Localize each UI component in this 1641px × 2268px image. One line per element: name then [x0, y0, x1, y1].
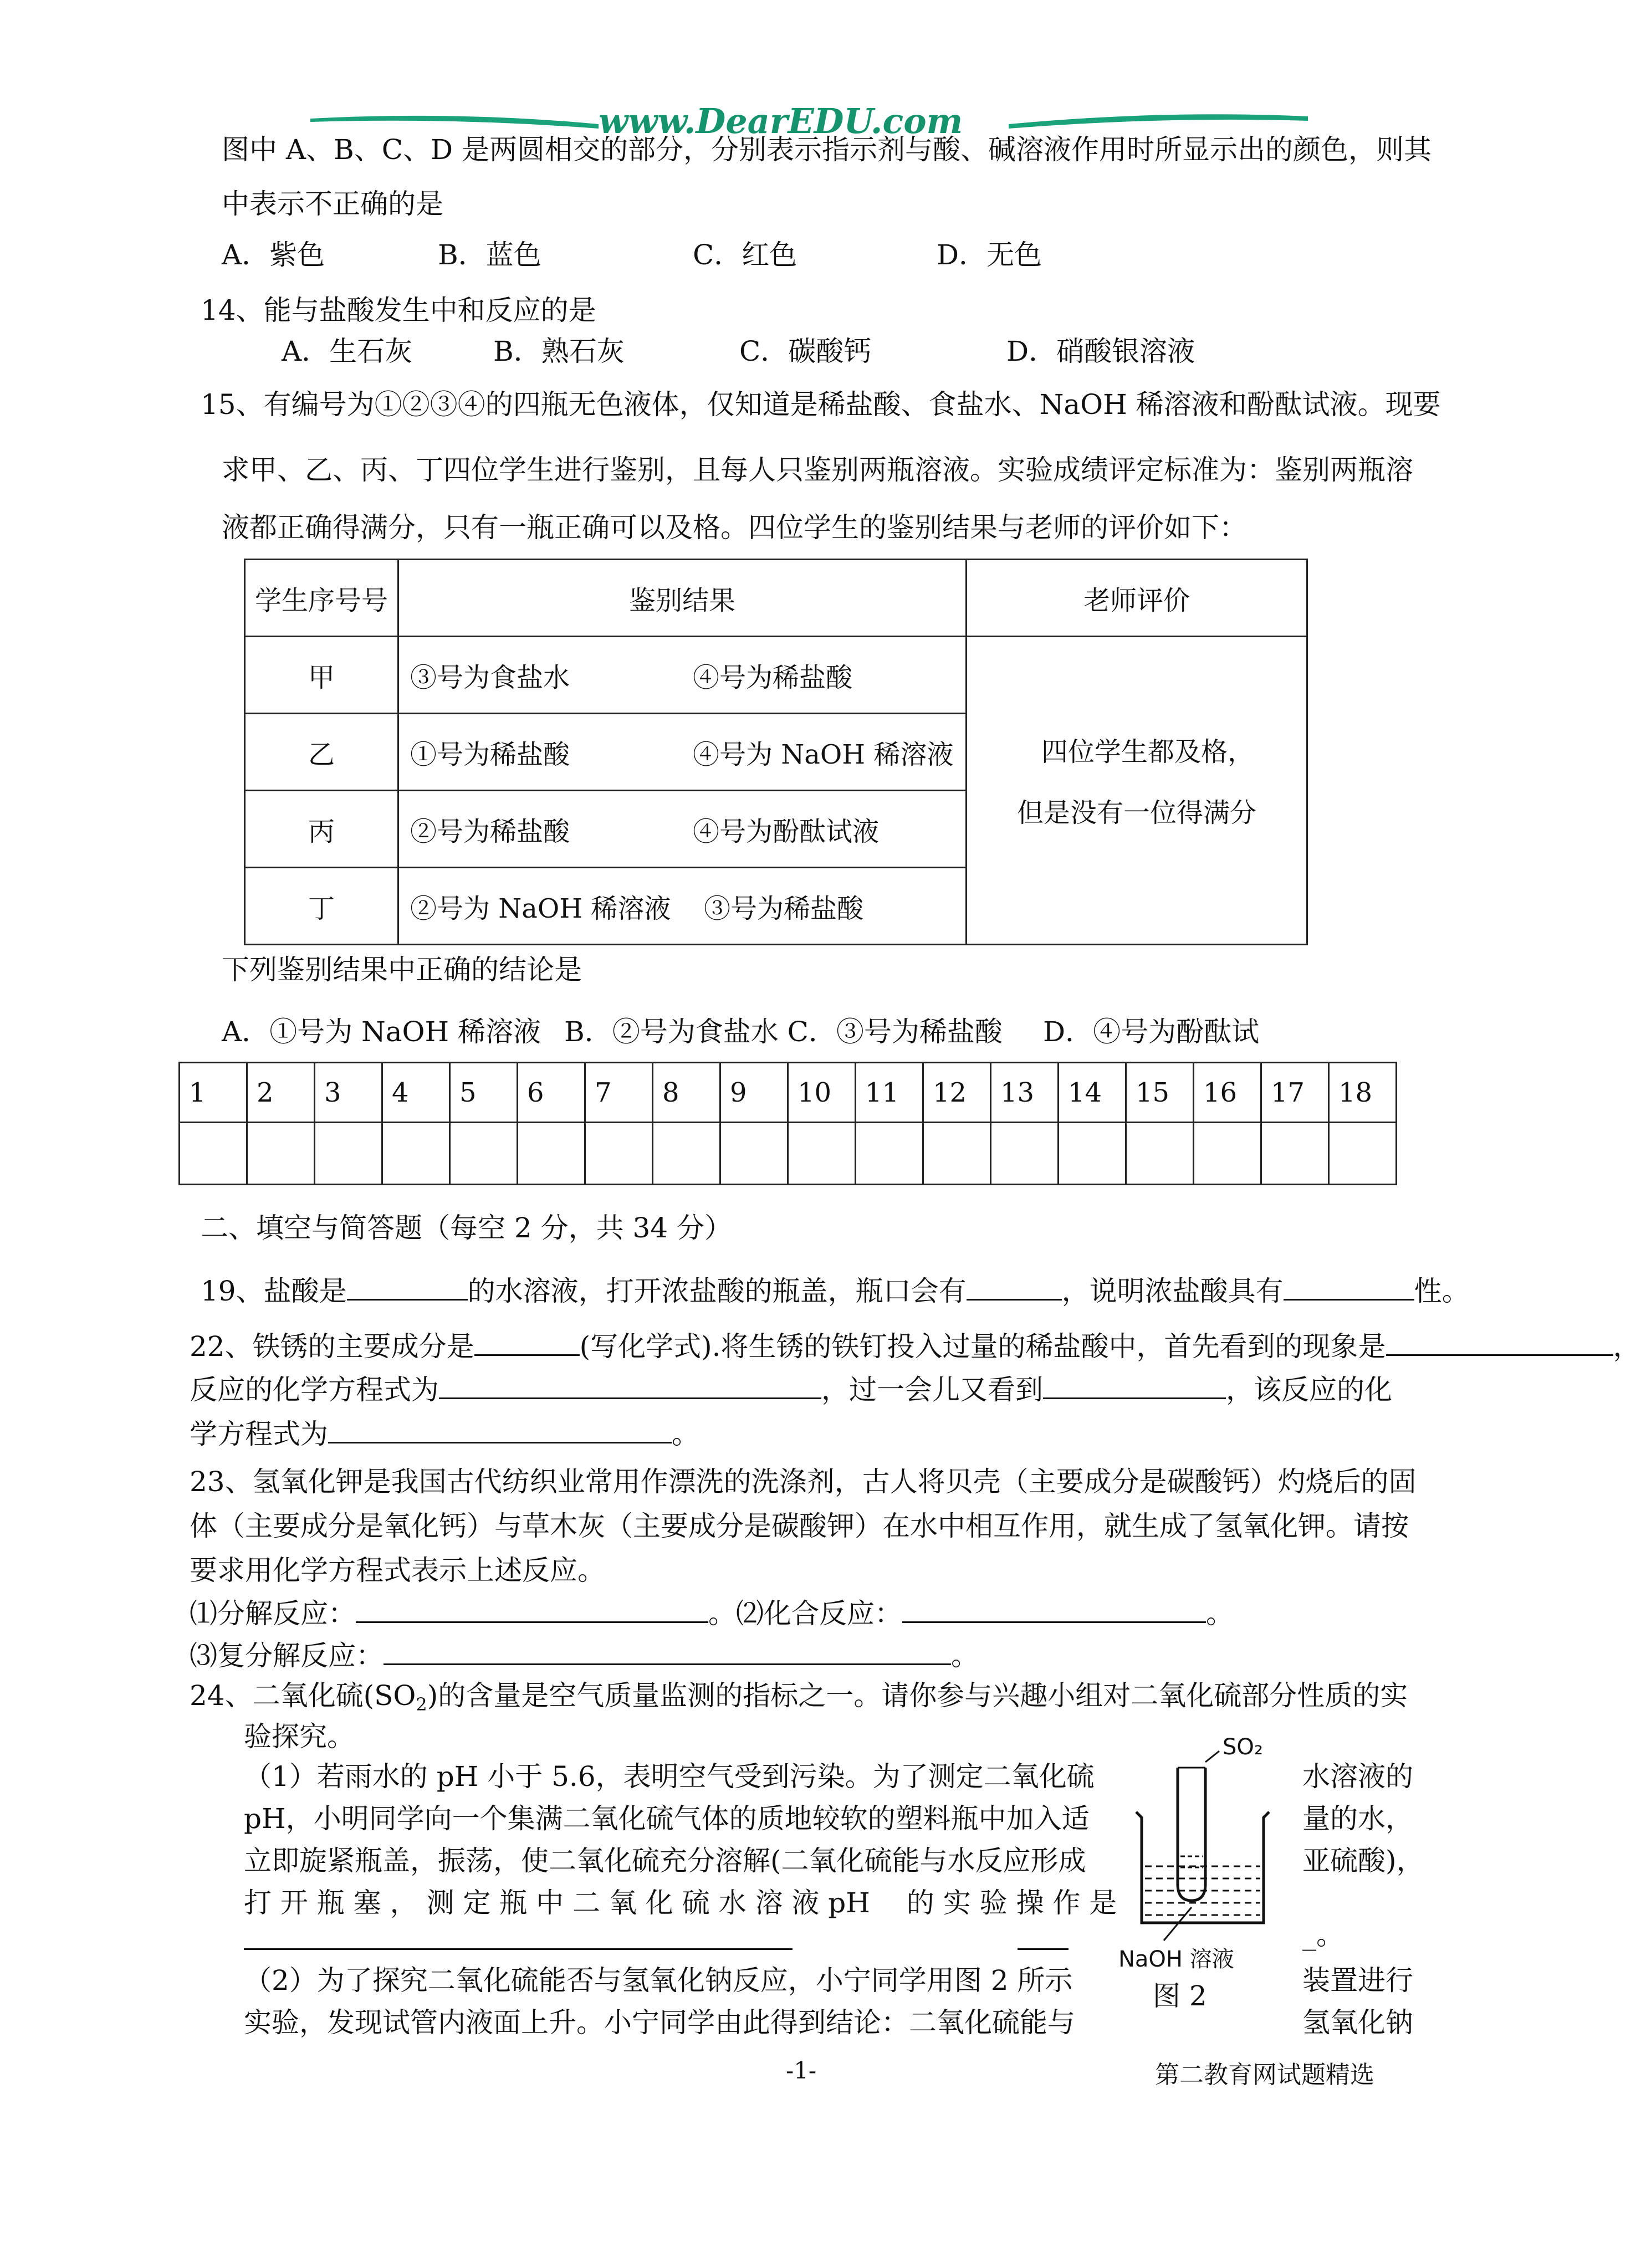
- q22-text-a2: (写化学式).将生锈的铁钉投入过量的稀盐酸中，首先看到的现象是: [579, 1330, 1386, 1363]
- q19: [201, 1272, 1470, 1308]
- answer-box-cell[interactable]: [1126, 1123, 1194, 1185]
- figure-solution-label: NaOH 溶液: [1118, 1947, 1234, 1972]
- q15-line2: 求甲、乙、丙、丁四位学生进行鉴别，且每人只鉴别两瓶溶液。实验成绩评定标准为：鉴别两瓶溶: [222, 454, 1413, 486]
- evaluation-line2: 但是没有一位得满分: [1016, 797, 1256, 828]
- answer-number-cell: 6: [518, 1063, 585, 1123]
- q15-option-d: D．④号为酚酞试: [1043, 1016, 1260, 1048]
- answer-box-cell[interactable]: [923, 1123, 991, 1185]
- header-evaluation: 老师评价: [967, 560, 1307, 637]
- answer-box-cell[interactable]: [585, 1123, 653, 1185]
- result-item-2: ④号为 NaOH 稀溶液: [693, 739, 954, 770]
- q15-line3: 液都正确得满分，只有一瓶正确可以及格。四位学生的鉴别结果与老师的评价如下：: [222, 511, 1247, 544]
- evaluation-line1: 四位学生都及格，: [1041, 736, 1254, 767]
- q22-line2: [190, 1371, 1392, 1406]
- answer-box-cell[interactable]: [180, 1123, 247, 1185]
- answer-box-cell[interactable]: [1194, 1123, 1261, 1185]
- q23-item1-2: [190, 1595, 1234, 1630]
- q24-right-line3: 亚硫酸)，: [1302, 1845, 1424, 1877]
- q23-line3: 要求用化学方程式表示上述反应。: [190, 1554, 605, 1586]
- answer-box-cell[interactable]: [991, 1123, 1059, 1185]
- result-item-1: ②号为稀盐酸: [410, 816, 570, 847]
- q22-blank-equation-1[interactable]: [439, 1371, 821, 1399]
- q19-text-3: ，说明浓盐酸具有: [1061, 1275, 1284, 1307]
- header-result: 鉴别结果: [398, 560, 967, 637]
- evaluation-table: [244, 559, 1308, 945]
- q24-line2: 验探究。: [244, 1721, 355, 1753]
- q14-option-b: B．熟石灰: [493, 335, 625, 367]
- answer-box-cell[interactable]: [382, 1123, 450, 1185]
- q22-text-b3: ，该反应的化: [1226, 1374, 1392, 1406]
- q23-end-3: 。: [951, 1640, 979, 1672]
- answer-number-cell: 8: [653, 1063, 720, 1123]
- q22-text-c2: 。: [672, 1418, 699, 1450]
- q24-blank-operation-1[interactable]: [244, 1948, 793, 1950]
- answer-number-cell: 7: [585, 1063, 653, 1123]
- q15-option-a: A．①号为 NaOH 稀溶液: [222, 1016, 541, 1048]
- answer-number-cell: 4: [382, 1063, 450, 1123]
- q22-blank-phenomenon[interactable]: [1386, 1328, 1613, 1356]
- result-item-1: ③号为食盐水: [410, 662, 570, 693]
- q14-stem: 14、能与盐酸发生中和反应的是: [201, 294, 596, 326]
- q13-option-d: D．无色: [937, 239, 1042, 271]
- answer-number-cell: 11: [856, 1063, 923, 1123]
- q19-text-4: 性。: [1414, 1275, 1470, 1307]
- answer-number-cell: 18: [1329, 1063, 1397, 1123]
- answer-box-cell[interactable]: [518, 1123, 585, 1185]
- q13-option-c: C．红色: [693, 239, 798, 271]
- result-item-1: ②号为 NaOH 稀溶液: [410, 893, 671, 924]
- answer-number-cell: 12: [923, 1063, 991, 1123]
- q14-option-c: C．碳酸钙: [739, 335, 872, 367]
- q19-blank-2[interactable]: [967, 1272, 1062, 1301]
- q22-line3: [190, 1415, 699, 1451]
- answer-box-cell[interactable]: [653, 1123, 720, 1185]
- q19-text-1: 19、盐酸是: [201, 1275, 347, 1307]
- q24-right-line2: 量的水，: [1302, 1803, 1413, 1835]
- q22-text-b1: 反应的化学方程式为: [190, 1374, 439, 1406]
- answer-number-row: [180, 1063, 1397, 1123]
- q24-text-1a: 24、二氧化硫(SO: [190, 1680, 416, 1712]
- figure-2: [1108, 1734, 1297, 1972]
- q24-p2-line2: 实验，发现试管内液面上升。小宁同学由此得到结论：二氧化硫能与: [244, 2006, 1075, 2039]
- answer-number-cell: 5: [450, 1063, 518, 1123]
- q22-text-c1: 学方程式为: [190, 1418, 328, 1450]
- q23-item3: [190, 1637, 979, 1672]
- q23-blank-decomposition[interactable]: [356, 1595, 708, 1623]
- answer-box-row: [180, 1123, 1397, 1185]
- q15-option-bc: B．②号为食盐水 C．③号为稀盐酸: [564, 1016, 1003, 1048]
- q19-text-2: 的水溶液，打开浓盐酸的瓶盖，瓶口会有: [467, 1275, 967, 1307]
- answer-box-cell[interactable]: [856, 1123, 923, 1185]
- section2-title: 二、填空与简答题（每空 2 分，共 34 分）: [201, 1212, 733, 1244]
- q23-blank-double-displacement[interactable]: [384, 1637, 951, 1665]
- answer-number-cell: 2: [247, 1063, 315, 1123]
- table-header-row: [245, 560, 1307, 637]
- q24-blank-operation-2[interactable]: [1018, 1948, 1069, 1950]
- answer-number-cell: 10: [788, 1063, 856, 1123]
- q24-p1-line3: 立即旋紧瓶盖，振荡，使二氧化硫充分溶解(二氧化硫能与水反应形成: [244, 1845, 1086, 1877]
- q24-right-line5: 装置进行: [1302, 1964, 1413, 1996]
- answer-number-cell: 14: [1059, 1063, 1126, 1123]
- footer-source: 第二教育网试题精选: [1155, 2061, 1374, 2089]
- q13-line2: 中表示不正确的是: [222, 188, 443, 220]
- q13-option-b: B．蓝色: [438, 239, 541, 271]
- q24-line1: [190, 1679, 1408, 1721]
- q23-blank-combination[interactable]: [902, 1595, 1206, 1623]
- q24-p1-line2: pH，小明同学向一个集满二氧化硫气体的质地较软的塑料瓶中加入适: [244, 1803, 1090, 1835]
- page-number: -1-: [786, 2057, 817, 2084]
- q22-text-a3: ，: [1613, 1330, 1641, 1363]
- q14-option-d: D．硝酸银溶液: [1006, 335, 1195, 367]
- answer-number-cell: 16: [1194, 1063, 1261, 1123]
- q24-p1-line1: （1）若雨水的 pH 小于 5.6，表明空气受到污染。为了测定二氧化硫: [244, 1760, 1095, 1793]
- result-item-2: ③号为稀盐酸: [704, 893, 864, 924]
- answer-grid: [178, 1062, 1397, 1185]
- answer-number-cell: 9: [720, 1063, 788, 1123]
- q24-right-end: _。: [1302, 1919, 1344, 1951]
- answer-number-cell: 15: [1126, 1063, 1194, 1123]
- q22-blank-observation[interactable]: [1043, 1371, 1226, 1399]
- q24-sub-2: 2: [416, 1694, 427, 1715]
- q23-line1: 23、氢氧化钾是我国古代纺织业常用作漂洗的洗涤剂，古人将贝壳（主要成分是碳酸钙）灼烧后的固: [190, 1466, 1417, 1498]
- answer-number-cell: 1: [180, 1063, 247, 1123]
- q13-line1: 图中 A、B、C、D 是两圆相交的部分，分别表示指示剂与酸、碱溶液作用时所显示出的颜色，则其: [222, 134, 1432, 166]
- student-cell: 乙: [245, 714, 398, 791]
- student-cell: 丙: [245, 791, 398, 868]
- result-cell: [398, 868, 967, 945]
- evaluation-cell: [967, 637, 1307, 945]
- q24-right-line6: 氢氧化钠: [1302, 2006, 1413, 2039]
- result-cell: [398, 791, 967, 868]
- site-logo: www.DearEDU.com: [599, 101, 963, 141]
- q24-p2-line1: （2）为了探究二氧化硫能否与氢氧化钠反应，小宁同学用图 2 所示: [244, 1964, 1073, 1996]
- q14-option-a: A．生石灰: [282, 335, 413, 367]
- answer-box-cell[interactable]: [450, 1123, 518, 1185]
- figure-caption: 图 2: [1153, 1980, 1207, 2012]
- q24-p1-line4: 打 开 瓶 塞 ， 测 定 瓶 中 二 氧 化 硫 水 溶 液 pH 的 实 验 操 作 是: [244, 1887, 1117, 1919]
- answer-box-cell[interactable]: [1329, 1123, 1397, 1185]
- q23-label-1: ⑴分解反应：: [190, 1598, 356, 1630]
- q22-text-b2: ，过一会儿又看到: [821, 1374, 1043, 1406]
- answer-box-cell[interactable]: [315, 1123, 382, 1185]
- answer-box-cell[interactable]: [720, 1123, 788, 1185]
- q24-right-line1: 水溶液的: [1302, 1760, 1413, 1793]
- q22-blank-formula[interactable]: [474, 1328, 580, 1356]
- q15-line1: 15、有编号为①②③④的四瓶无色液体，仅知道是稀盐酸、食盐水、NaOH 稀溶液和酚酞试液。现要: [201, 388, 1441, 421]
- q24-text-1b: )的含量是空气质量监测的指标之一。请你参与兴趣小组对二氧化硫部分性质的实: [427, 1680, 1408, 1712]
- answer-box-cell[interactable]: [247, 1123, 315, 1185]
- answer-number-cell: 13: [991, 1063, 1059, 1123]
- q22-text-a1: 22、铁锈的主要成分是: [190, 1330, 474, 1363]
- q19-blank-3[interactable]: [1284, 1272, 1414, 1301]
- q13-option-a: A．紫色: [222, 239, 325, 271]
- answer-box-cell[interactable]: [788, 1123, 856, 1185]
- result-cell: [398, 637, 967, 714]
- result-cell: [398, 714, 967, 791]
- q22-line1: [190, 1328, 1641, 1363]
- beaker-testtube-icon: [1108, 1734, 1297, 1967]
- result-item-2: ④号为稀盐酸: [693, 662, 853, 693]
- q23-label-3: ⑶复分解反应：: [190, 1640, 384, 1672]
- q15-conclusion-stem: 下列鉴别结果中正确的结论是: [222, 954, 582, 986]
- figure-gas-label: SO₂: [1223, 1734, 1263, 1760]
- answer-box-cell[interactable]: [1059, 1123, 1126, 1185]
- student-cell: 丁: [245, 868, 398, 945]
- answer-number-cell: 3: [315, 1063, 382, 1123]
- student-cell: 甲: [245, 637, 398, 714]
- header-student: 学生序号号: [245, 560, 398, 637]
- q23-end-2: 。: [1206, 1598, 1234, 1630]
- table-row: [245, 637, 1307, 714]
- result-item-2: ④号为酚酞试液: [693, 816, 880, 847]
- answer-number-cell: 17: [1261, 1063, 1329, 1123]
- result-item-1: ①号为稀盐酸: [410, 739, 570, 770]
- answer-box-cell[interactable]: [1261, 1123, 1329, 1185]
- q19-blank-1[interactable]: [347, 1272, 468, 1301]
- q23-label-2: 。⑵化合反应：: [708, 1598, 902, 1630]
- q23-line2: 体（主要成分是氧化钙）与草木灰（主要成分是碳酸钾）在水中相互作用，就生成了氢氧化钾。请按: [190, 1510, 1409, 1542]
- q22-blank-equation-2[interactable]: [328, 1415, 672, 1443]
